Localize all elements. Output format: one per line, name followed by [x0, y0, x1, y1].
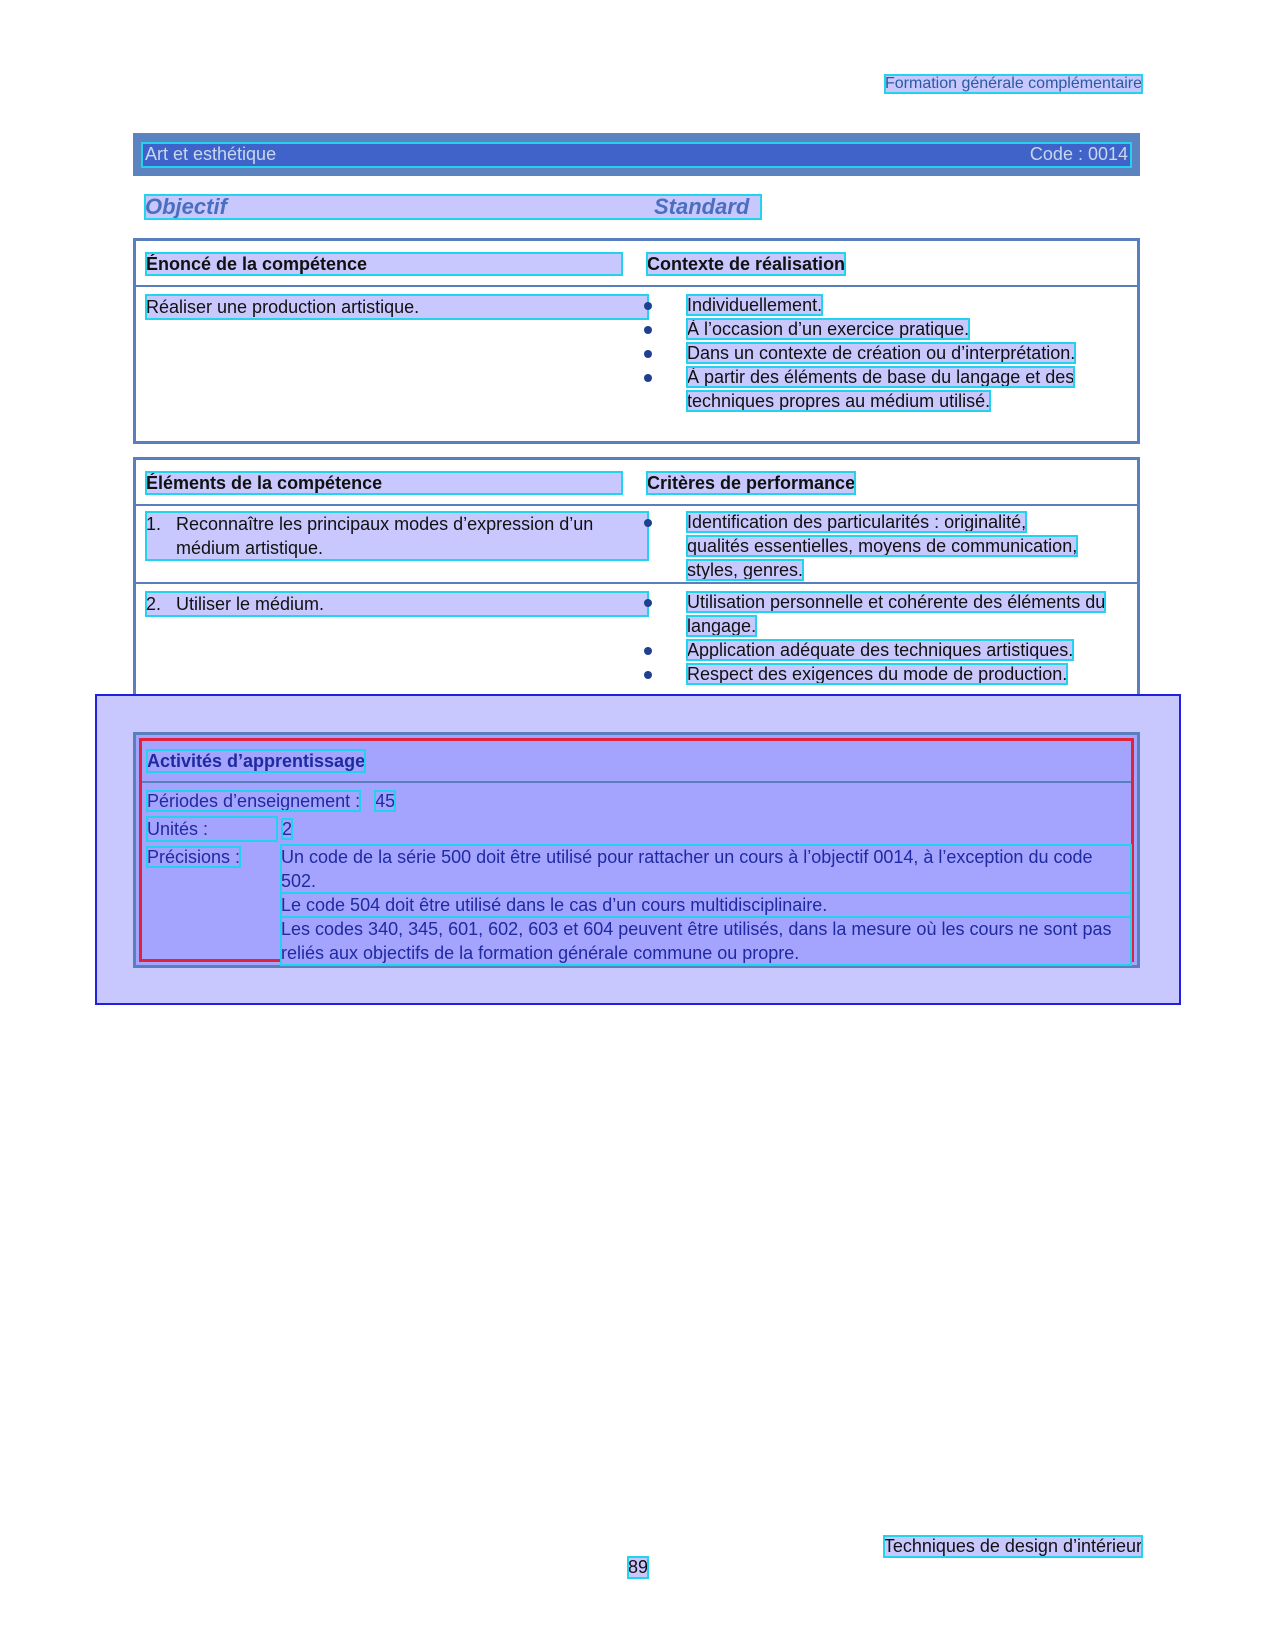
- bullet-icon: [644, 374, 652, 382]
- criteria-1-cell: [642, 510, 1082, 582]
- criteria-2-list: [642, 590, 1112, 686]
- precision-item: Le code 504 doit être utilisé dans le cas d’un cours multidisciplinaire.: [281, 893, 1131, 917]
- element-2-cell: [146, 592, 648, 616]
- enonce-label: Énoncé de la compétence: [146, 253, 622, 275]
- precisions-label: Précisions :: [147, 847, 241, 867]
- activities-box: [133, 732, 1140, 968]
- activities-title: Activités d’apprentissage: [147, 751, 366, 771]
- unites-label: Unités :: [147, 817, 277, 841]
- objectif-heading: Objectif: [145, 194, 227, 219]
- enonce-text: Réaliser une production artistique.: [146, 295, 648, 319]
- elements-table-header: [136, 460, 1137, 506]
- precisions-text: [281, 845, 1131, 965]
- element-1-number: 1.: [146, 514, 162, 534]
- element-1: [146, 512, 648, 560]
- contexte-list: [642, 293, 1102, 413]
- running-footer: Techniques de design d’intérieur: [883, 1536, 1142, 1556]
- bullet-icon: [644, 671, 652, 679]
- page-number: 89: [628, 1557, 649, 1577]
- bullet-icon: [644, 302, 652, 310]
- element-1-cell: [146, 512, 648, 560]
- bullet-icon: [644, 350, 652, 358]
- running-header: Formation générale complémentaire: [884, 75, 1142, 92]
- competence-table: [133, 238, 1140, 444]
- contexte-list-cell: [642, 293, 1102, 413]
- activities-inner: [139, 738, 1134, 962]
- subject-title-bar: [133, 133, 1140, 176]
- bullet-icon: [644, 326, 652, 334]
- precisions-label-cell: [147, 845, 240, 869]
- row-divider: [136, 582, 1137, 584]
- criteria-1-list: [642, 510, 1082, 582]
- elements-label: Éléments de la compétence: [146, 472, 622, 494]
- periodes-label: Périodes d’enseignement :: [147, 791, 361, 811]
- enonce-text-cell: [146, 295, 648, 319]
- periodes-value: 45: [375, 791, 396, 811]
- subject-code: Code : 0014: [1029, 144, 1128, 164]
- criteres-label: Critères de performance: [647, 473, 856, 493]
- list-item: À partir des éléments de base du langage et des techniques propres au médium utilisé.: [642, 365, 1102, 413]
- subject-title: Art et esthétique: [145, 144, 277, 164]
- list-item: Application adéquate des techniques artistiques.: [642, 638, 1112, 662]
- periodes-row: [147, 789, 395, 813]
- element-2-text: Utiliser le médium.: [176, 594, 325, 614]
- subject-title-inner: [143, 144, 1130, 166]
- list-item: Respect des exigences du mode de production.: [642, 662, 1112, 686]
- bullet-icon: [644, 519, 652, 527]
- elements-table: [133, 457, 1140, 716]
- list-item: Dans un contexte de création ou d’interprétation.: [642, 341, 1102, 365]
- unites-value: 2: [282, 819, 293, 839]
- criteria-2-cell: [642, 590, 1112, 686]
- list-item: Individuellement.: [642, 293, 1102, 317]
- unites-row: [147, 817, 292, 841]
- precision-item: Les codes 340, 345, 601, 602, 603 et 604 peuvent être utilisés, dans la mesure où les cours ne sont pas reliés aux objectifs de la formation générale commune ou propre.: [281, 917, 1131, 965]
- precision-item: Un code de la série 500 doit être utilisé pour rattacher un cours à l’objectif 0014, à l’exception du code 502.: [281, 845, 1131, 893]
- element-2-number: 2.: [146, 594, 162, 614]
- list-item: Identification des particularités : originalité, qualités essentielles, moyens de communication, styles, genres.: [642, 510, 1082, 582]
- bullet-icon: [644, 599, 652, 607]
- bullet-icon: [644, 647, 652, 655]
- list-item: Utilisation personnelle et cohérente des éléments du langage.: [642, 590, 1112, 638]
- contexte-label: Contexte de réalisation: [647, 254, 846, 274]
- activities-header: [142, 741, 1131, 783]
- element-1-text: Reconnaître les principaux modes d’expression d’un médium artistique.: [176, 514, 594, 558]
- element-2: [146, 592, 648, 616]
- competence-table-header: [136, 241, 1137, 287]
- standard-heading: Standard: [654, 194, 750, 219]
- list-item: À l’occasion d’un exercice pratique.: [642, 317, 1102, 341]
- objective-standard-row: [145, 195, 761, 219]
